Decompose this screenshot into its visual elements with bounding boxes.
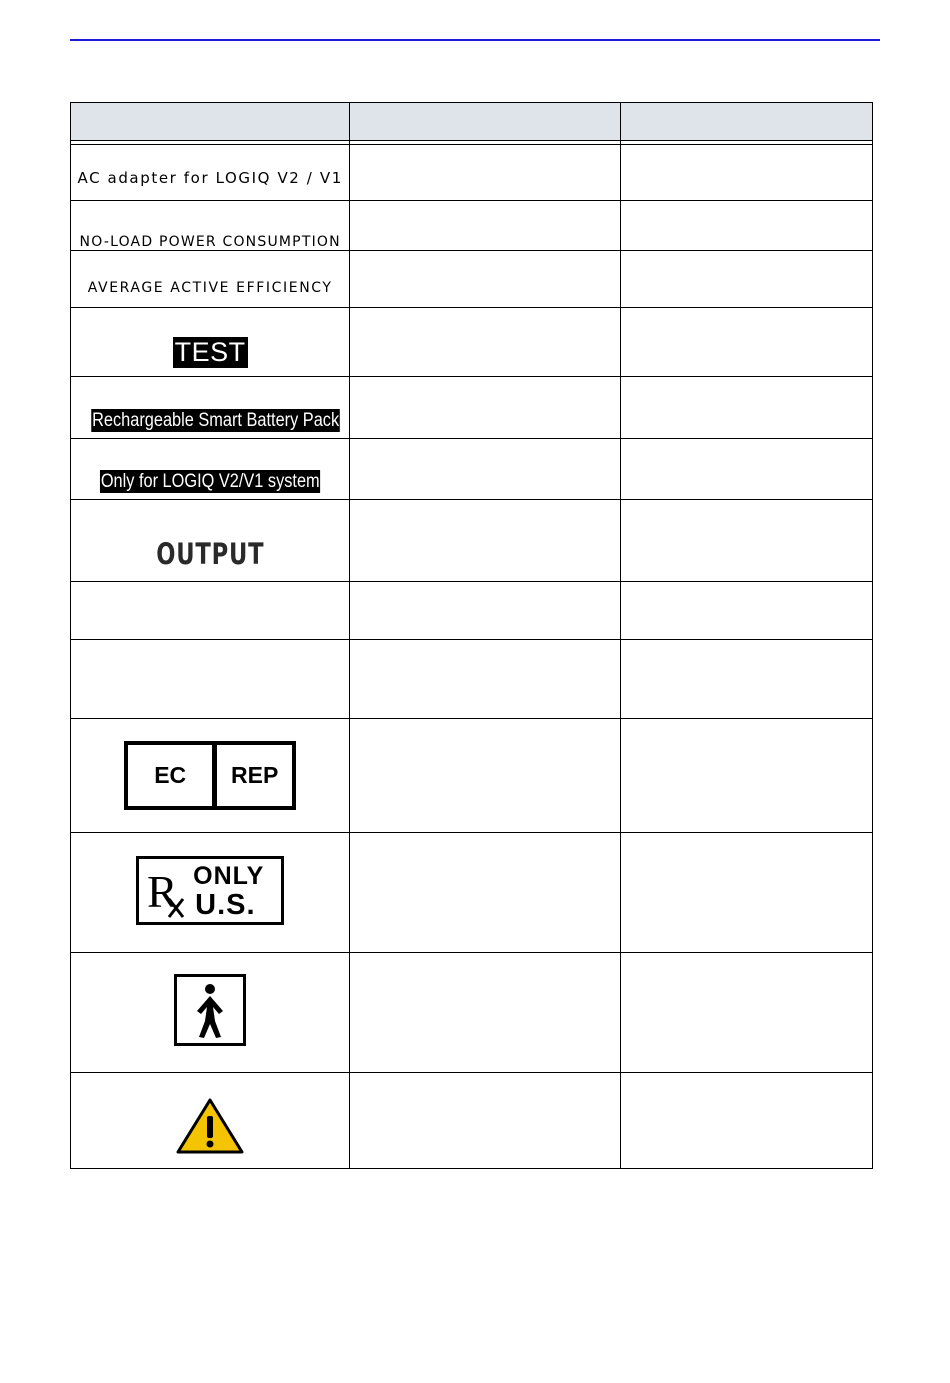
rx-us-text: U.S. <box>195 888 256 921</box>
rx-only-us-icon <box>136 856 284 925</box>
description-cell <box>350 145 620 201</box>
table-row <box>71 251 873 308</box>
location-cell <box>620 251 872 308</box>
header-cell-symbol <box>71 103 350 141</box>
description-cell <box>350 582 620 640</box>
rx-glyph: R <box>147 865 178 917</box>
location-cell <box>620 145 872 201</box>
symbols-table <box>70 102 873 1169</box>
rx-only-text: ONLY <box>193 861 265 890</box>
table-row <box>71 582 873 640</box>
table-row <box>71 833 873 953</box>
no-load-power-label: NO-LOAD POWER CONSUMPTION <box>79 235 341 246</box>
location-cell <box>620 439 872 500</box>
only-for-system-label: Only for LOGIQ V2/V1 system <box>100 471 320 492</box>
location-cell <box>620 582 872 640</box>
table-row <box>71 201 873 251</box>
location-cell <box>620 308 872 377</box>
description-cell <box>350 201 620 251</box>
description-cell <box>350 439 620 500</box>
location-cell <box>620 833 872 953</box>
table-row <box>71 1073 873 1169</box>
symbol-cell <box>71 582 350 640</box>
location-cell <box>620 719 872 833</box>
battery-pack-label: Rechargeable Smart Battery Pack <box>92 410 340 431</box>
test-label: TEST <box>174 337 246 367</box>
description-cell <box>350 953 620 1073</box>
description-cell <box>350 308 620 377</box>
table-row <box>71 719 873 833</box>
location-cell <box>620 640 872 719</box>
description-cell <box>350 833 620 953</box>
table-row <box>71 308 873 377</box>
table-row <box>71 640 873 719</box>
table-row <box>71 439 873 500</box>
symbol-cell <box>71 640 350 719</box>
location-cell <box>620 953 872 1073</box>
table-header-row <box>71 103 873 141</box>
table-row <box>71 377 873 439</box>
location-cell <box>620 500 872 582</box>
ac-adapter-label: AC adapter for LOGIQ V2 / V1 <box>77 169 343 187</box>
table-row <box>71 500 873 582</box>
table-row <box>71 953 873 1073</box>
average-efficiency-label: AVERAGE ACTIVE EFFICIENCY <box>87 280 333 296</box>
description-cell <box>350 1073 620 1169</box>
table-row <box>71 145 873 201</box>
description-cell <box>350 251 620 308</box>
type-bf-applied-part-icon <box>174 974 246 1046</box>
ec-text: EC <box>128 745 217 806</box>
output-label: OUTPUT <box>156 537 265 571</box>
description-cell <box>350 640 620 719</box>
location-cell <box>620 377 872 439</box>
header-cell-location <box>620 103 872 141</box>
header-rule <box>70 39 880 41</box>
warning-triangle-icon <box>175 1097 245 1155</box>
location-cell <box>620 201 872 251</box>
description-cell <box>350 719 620 833</box>
rep-text: REP <box>231 762 279 788</box>
ec-rep-icon <box>124 741 296 810</box>
location-cell <box>620 1073 872 1169</box>
description-cell <box>350 377 620 439</box>
header-cell-description <box>350 103 620 141</box>
description-cell <box>350 500 620 582</box>
